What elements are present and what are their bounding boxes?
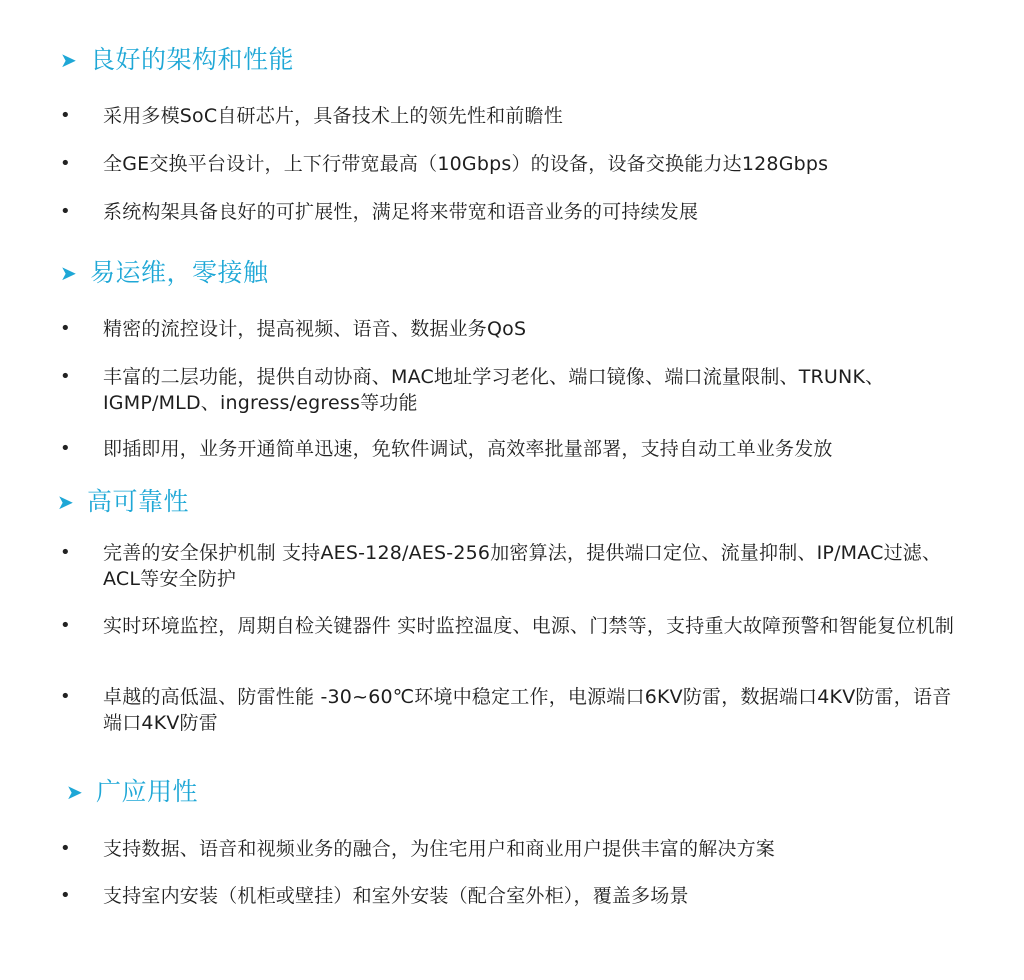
list-item-text: 全GE交换平台设计，上下行带宽最高（10Gbps）的设备，设备交换能力达128Gbps	[103, 153, 829, 175]
list-item	[58, 103, 958, 129]
list-item-text: 卓越的高低温、防雷性能 -30~60℃环境中稳定工作，电源端口6KV防雷，数据端口4KV防雷，语音端口4KV防雷	[103, 686, 952, 734]
bullet-icon: •	[60, 686, 71, 707]
list-item-text: 系统构架具备良好的可扩展性，满足将来带宽和语音业务的可持续发展	[103, 201, 699, 223]
list-item	[58, 151, 958, 177]
list-item	[58, 684, 958, 736]
list-item-text: 采用多模SoC自研芯片，具备技术上的领先性和前瞻性	[103, 105, 563, 127]
list-item	[58, 199, 958, 225]
arrow-right-icon: ➤	[60, 48, 77, 72]
bullet-icon: •	[60, 438, 71, 459]
list-item	[58, 540, 958, 592]
section-heading	[60, 44, 294, 76]
section-heading	[66, 776, 198, 808]
list-item-text: 精密的流控设计，提高视频、语音、数据业务QoS	[103, 318, 527, 340]
list-item-text: 支持数据、语音和视频业务的融合，为住宅用户和商业用户提供丰富的解决方案	[103, 838, 776, 860]
arrow-right-icon: ➤	[60, 261, 77, 285]
bullet-icon: •	[60, 105, 71, 126]
list-item-text: 完善的安全保护机制 支持AES-128/AES-256加密算法，提供端口定位、流量抑制、IP/MAC过滤、ACL等安全防护	[103, 542, 942, 590]
section-heading	[57, 486, 189, 518]
bullet-icon: •	[60, 201, 71, 222]
bullet-icon: •	[60, 885, 71, 906]
arrow-right-icon: ➤	[66, 780, 83, 804]
bullet-icon: •	[60, 366, 71, 387]
arrow-right-icon: ➤	[57, 490, 74, 514]
list-item	[58, 364, 958, 416]
bullet-icon: •	[60, 542, 71, 563]
section-title: 广应用性	[96, 777, 199, 806]
bullet-icon: •	[60, 838, 71, 859]
section-heading	[60, 257, 269, 289]
list-item	[58, 316, 958, 342]
list-item-text: 支持室内安装（机柜或壁挂）和室外安装（配合室外柜），覆盖多场景	[103, 885, 689, 907]
bullet-icon: •	[60, 318, 71, 339]
bullet-icon: •	[60, 153, 71, 174]
list-item-text: 即插即用，业务开通简单迅速，免软件调试，高效率批量部署，支持自动工单业务发放	[103, 438, 833, 460]
list-item	[58, 613, 958, 639]
list-item-text: 实时环境监控，周期自检关键器件 实时监控温度、电源、门禁等，支持重大故障预警和智能复位机制	[103, 615, 955, 637]
section-title: 易运维，零接触	[90, 258, 269, 287]
list-item	[58, 436, 958, 462]
section-title: 良好的架构和性能	[90, 45, 295, 74]
list-item	[58, 883, 958, 909]
bullet-icon: •	[60, 615, 71, 636]
list-item	[58, 836, 958, 862]
section-title: 高可靠性	[87, 487, 190, 516]
list-item-text: 丰富的二层功能，提供自动协商、MAC地址学习老化、端口镜像、端口流量限制、TRUNK、IGMP/MLD、ingress/egress等功能	[103, 366, 885, 414]
